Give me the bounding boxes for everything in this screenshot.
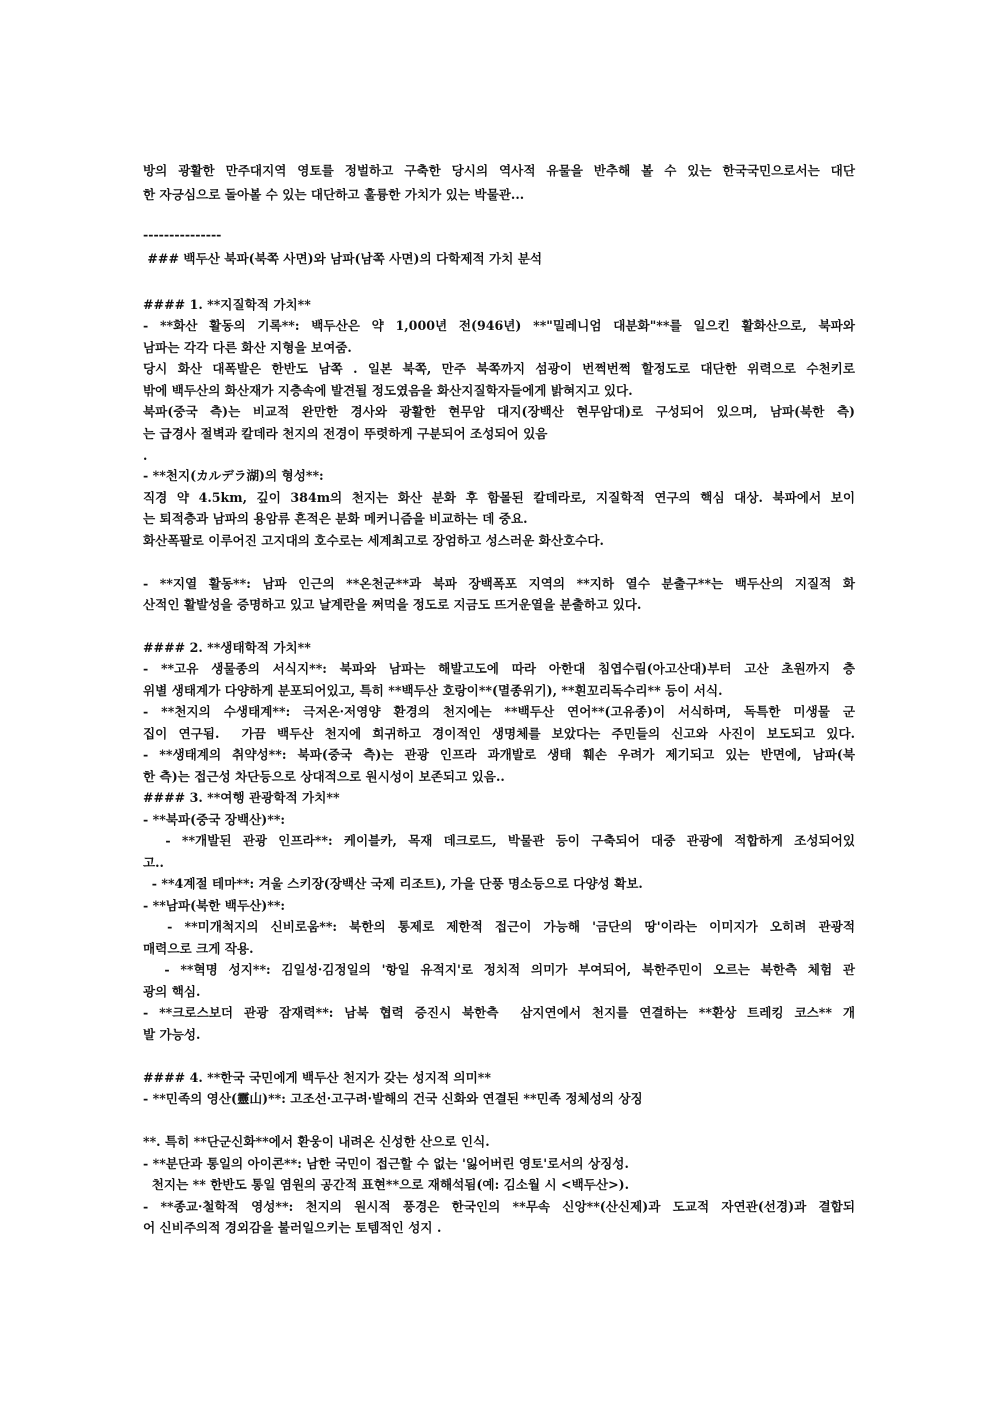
body-line: - **남파(북한 백두산)**:	[143, 898, 286, 913]
body-line: - **지열 활동**: 남파 인근의 **온천군**과 북파 장백폭포 지역의 **지하 열수 분출구**는 백두산의 지질적 화	[143, 576, 855, 591]
body-line: 화산폭팔로 이루어진 고지대의 호수로는 세계최고로 장엄하고 성스러운 화산호수다.	[143, 533, 604, 548]
body-line: 매력으로 크게 작용.	[143, 941, 254, 956]
body-line: - **혁명 성지**: 김일성·김정일의 '항일 유적지'로 정치적 의미가 부여되어, 북한주민이 오르는 북한측 체험 관	[143, 962, 855, 977]
body-line: - **북파(중국 장백산)**:	[143, 812, 286, 827]
body-line: 방의 광활한 만주대지역 영토를 정벌하고 구축한 당시의 역사적 유물을 반추해 볼 수 있는 한국국민으로서는 대단	[143, 163, 855, 178]
section-heading: #### 1. **지질학적 가치**	[143, 297, 311, 312]
body-line: 밖에 백두산의 화산재가 지층속에 발견될 정도였음을 화산지질학자들에게 밝혀지고 있다.	[143, 383, 633, 398]
body-line: - **4계절 테마**: 겨울 스키장(장백산 국제 리조트), 가을 단풍 명소등으로 다양성 확보.	[143, 876, 643, 891]
body-line: **. 특히 **단군신화**에서 환웅이 내려온 신성한 산으로 인식.	[143, 1134, 490, 1149]
body-line: 위별 생태계가 다양하게 분포되어있고, 특히 **백두산 호랑이**(멸종위기), **흰꼬리독수리** 등이 서식.	[143, 683, 723, 698]
section-heading: #### 3. **여행 관광학적 가치**	[143, 790, 340, 805]
body-line: 북파(중국 측)는 비교적 완만한 경사와 광활한 현무암 대지(장백산 현무암대)로 구성되어 있으며, 남파(북한 측)	[143, 404, 855, 419]
section-heading: #### 2. **생태학적 가치**	[143, 640, 311, 655]
body-line: - **천지의 수생태계**: 극저온·저영양 환경의 천지에는 **백두산 연어**(고유종)이 서식하며, 독특한 미생물 군	[143, 704, 855, 719]
body-line: - **크로스보더 관광 잠재력**: 남북 협력 증진시 북한측 삼지연에서 천지를 연결하는 **환상 트레킹 코스** 개	[143, 1005, 855, 1020]
body-line: 는 급경사 절벽과 칼데라 천지의 전경이 뚜렷하게 구분되어 조성되어 있음	[143, 426, 548, 441]
body-line: 직경 약 4.5km, 깊이 384m의 천지는 화산 분화 후 함몰된 칼데라로, 지질학적 연구의 핵심 대상. 북파에서 보이	[143, 490, 855, 505]
body-line: - **개발된 관광 인프라**: 케이블카, 목재 데크로드, 박물관 등이 구축되어 대중 관광에 적합하게 조성되어있	[143, 833, 855, 848]
body-line: - **고유 생물종의 서식지**: 북파와 남파는 해발고도에 따라 아한대 침엽수림(아고산대)부터 고산 초원까지 층	[143, 661, 855, 676]
body-line: - **미개척지의 신비로움**: 북한의 통제로 제한적 접근이 가능해 '금단의 땅'이라는 이미지가 오히려 관광적	[143, 919, 855, 934]
body-line: .	[143, 448, 148, 463]
body-line: 발 가능성.	[143, 1027, 201, 1042]
section-heading: #### 4. **한국 국민에게 백두산 천지가 갖는 성지적 의미**	[143, 1070, 491, 1085]
section-heading: ### 백두산 북파(북쪽 사면)와 남파(남쪽 사면)의 다학제적 가치 분석	[143, 251, 543, 266]
body-line: 한 자긍심으로 돌아볼 수 있는 대단하고 훌륭한 가치가 있는 박물관...	[143, 187, 525, 202]
separator-line: ---------------	[143, 227, 222, 242]
body-line: 천지는 ** 한반도 통일 염원의 공간적 표현**으로 재해석됨(예: 김소월 시 <백두산>).	[143, 1177, 629, 1192]
body-line: - **화산 활동의 기록**: 백두산은 약 1,000년 전(946년) **"밀레니엄 대분화"**를 일으킨 활화산으로, 북파와	[143, 318, 855, 333]
body-line: 당시 화산 대폭발은 한반도 남쪽 . 일본 북쪽, 만주 북쪽까지 섬광이 번쩍번쩍 할정도로 대단한 위력으로 수천키로	[143, 361, 855, 376]
body-line: - **분단과 통일의 아이콘**: 남한 국민이 접근할 수 없는 '잃어버린 영토'로서의 상징성.	[143, 1156, 629, 1171]
body-line: - **천지(カルデラ湖)의 형성**:	[143, 468, 324, 483]
body-line: 산적인 활발성을 증명하고 있고 날계란을 쩌먹을 정도로 지금도 뜨거운열을 분출하고 있다.	[143, 597, 642, 612]
body-line: 광의 핵심.	[143, 984, 201, 999]
body-line: 한 측)는 접근성 차단등으로 상대적으로 원시성이 보존되고 있음..	[143, 769, 505, 784]
body-line: - **생태계의 취약성**: 북파(중국 측)는 관광 인프라 과개발로 생태 훼손 우려가 제기되고 있는 반면에, 남파(북	[143, 747, 855, 762]
body-line: 집이 연구됨. 가끔 백두산 천지에 희귀하고 경이적인 생명체를 보았다는 주민들의 신고와 사진이 보도되고 있다.	[143, 726, 855, 741]
body-line: 고..	[143, 855, 164, 870]
body-line: - **민족의 영산(靈山)**: 고조선·고구려·발해의 건국 신화와 연결된 **민족 정체성의 상징	[143, 1091, 643, 1106]
body-line: 어 신비주의적 경외감을 불러일으키는 토템적인 성지 .	[143, 1220, 442, 1235]
body-line: 는 퇴적층과 남파의 용암류 흔적은 분화 메커니즘을 비교하는 데 중요.	[143, 511, 528, 526]
body-line: - **종교·철학적 영성**: 천지의 원시적 풍경은 한국인의 **무속 신앙**(산신제)과 도교적 자연관(선경)과 결합되	[143, 1199, 855, 1214]
body-line: 남파는 각각 다른 화산 지형을 보여줌.	[143, 340, 352, 355]
